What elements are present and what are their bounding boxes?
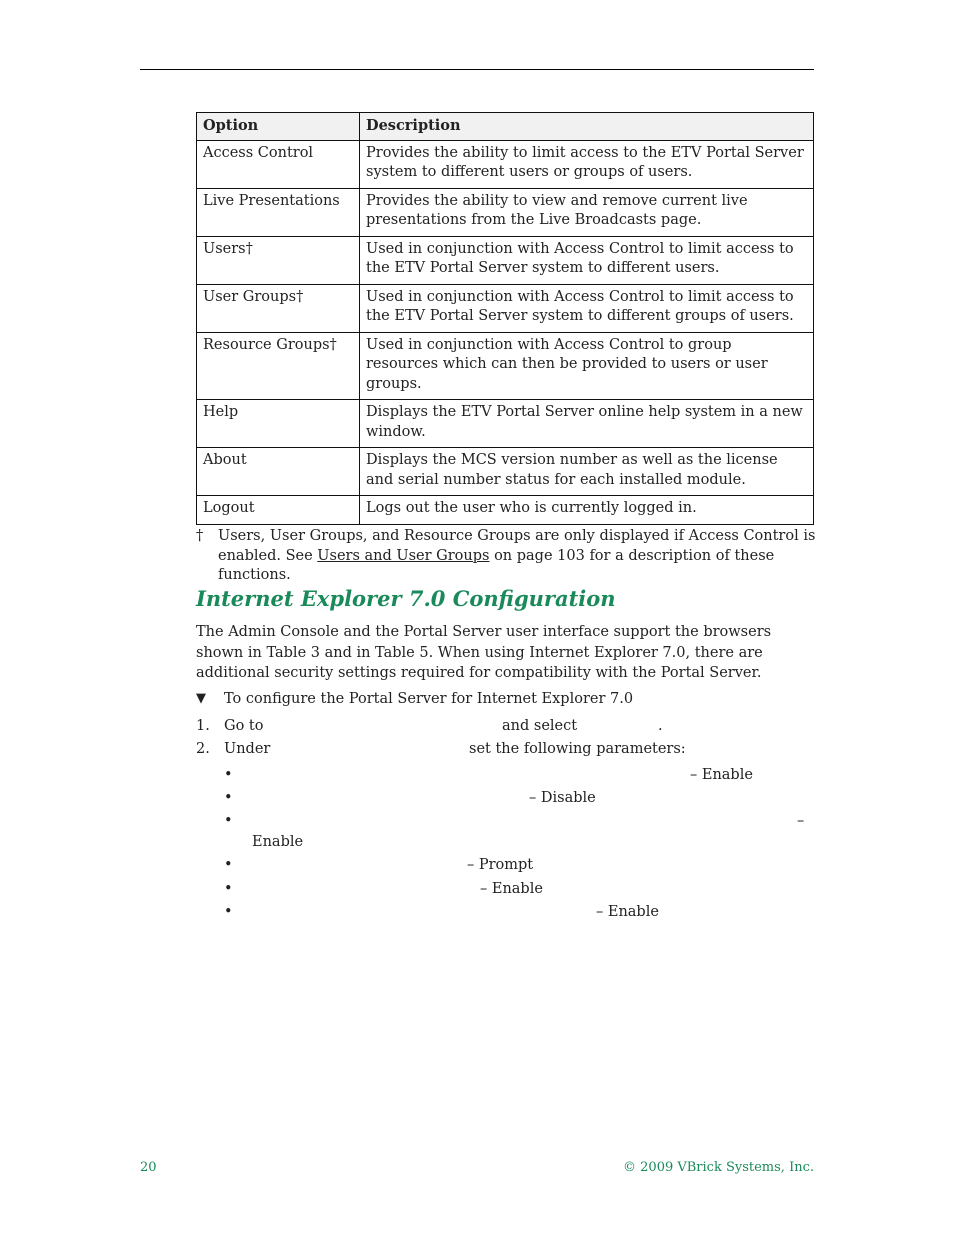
footnote-text-before: Users, User Groups, and Resource Groups are only displayed if Access Control is enabled. See	[218, 528, 816, 564]
footnote-text	[218, 527, 816, 586]
bullet-dot: •	[224, 904, 233, 920]
footnote-text-after: on page 103 for a description of these functions.	[218, 547, 775, 583]
option-cell: Logout	[197, 496, 360, 525]
triangle-down-icon: ▼	[196, 691, 206, 706]
step-number: 1.	[196, 718, 210, 734]
step-number: 2.	[196, 741, 210, 757]
section-heading: Internet Explorer 7.0 Configuration	[196, 586, 616, 611]
step-end: .	[658, 718, 663, 734]
table-row	[197, 236, 814, 284]
step-lead: Under	[224, 741, 271, 757]
option-cell: Users†	[197, 236, 360, 284]
copyright-notice: © 2009 VBrick Systems, Inc.	[623, 1160, 814, 1175]
step-mid: and select	[502, 718, 578, 734]
column-header-option: Option	[197, 113, 360, 141]
header-rule	[140, 69, 814, 70]
step-mid: set the following parameters:	[469, 741, 686, 757]
option-cell: About	[197, 448, 360, 496]
parameter-value: – Disable	[529, 790, 596, 806]
table-row	[197, 448, 814, 496]
parameter-value-wrap: Enable	[252, 834, 304, 850]
section-intro: The Admin Console and the Portal Server user interface support the browsers shown in Table 3 and in Table 5. When using Internet Explorer 7.0, there are additional security settings required for compatibility with the Portal Server.	[196, 624, 772, 681]
bullet-dot: •	[224, 790, 233, 806]
options-table	[196, 112, 814, 525]
option-cell: Resource Groups†	[197, 332, 360, 400]
parameter-value: –	[797, 813, 805, 829]
description-cell: Used in conjunction with Access Control to limit access to the ETV Portal Server system to different groups of users.	[360, 284, 814, 332]
parameter-value: – Enable	[690, 767, 753, 783]
procedure-title: To configure the Portal Server for Internet Explorer 7.0	[224, 691, 634, 707]
table-row	[197, 140, 814, 188]
option-cell: Access Control	[197, 140, 360, 188]
description-cell: Used in conjunction with Access Control to group resources which can then be provided to users or user groups.	[360, 332, 814, 400]
users-and-user-groups-link[interactable]: Users and User Groups	[317, 547, 490, 564]
description-cell: Logs out the user who is currently logged in.	[360, 496, 814, 525]
dagger-mark: †	[196, 528, 204, 544]
bullet-dot: •	[224, 813, 233, 829]
option-cell: Live Presentations	[197, 188, 360, 236]
table-row	[197, 188, 814, 236]
parameter-value: – Enable	[596, 904, 659, 920]
description-cell: Displays the MCS version number as well as the license and serial number status for each installed module.	[360, 448, 814, 496]
table-row	[197, 284, 814, 332]
column-header-description: Description	[360, 113, 814, 141]
description-cell: Displays the ETV Portal Server online help system in a new window.	[360, 400, 814, 448]
table-footnote	[196, 527, 816, 586]
table-row	[197, 332, 814, 400]
description-cell: Provides the ability to view and remove current live presentations from the Live Broadcasts page.	[360, 188, 814, 236]
bullet-dot: •	[224, 881, 233, 897]
table-row	[197, 400, 814, 448]
step-lead: Go to	[224, 718, 264, 734]
page-number: 20	[140, 1160, 157, 1175]
table-row	[197, 496, 814, 525]
parameter-value: – Enable	[480, 881, 543, 897]
bullet-dot: •	[224, 857, 233, 873]
description-cell: Provides the ability to limit access to the ETV Portal Server system to different users or groups of users.	[360, 140, 814, 188]
option-cell: User Groups†	[197, 284, 360, 332]
table-header-row	[197, 113, 814, 141]
option-cell: Help	[197, 400, 360, 448]
description-cell: Used in conjunction with Access Control to limit access to the ETV Portal Server system to different users.	[360, 236, 814, 284]
bullet-dot: •	[224, 767, 233, 783]
parameter-value: – Prompt	[467, 857, 534, 873]
